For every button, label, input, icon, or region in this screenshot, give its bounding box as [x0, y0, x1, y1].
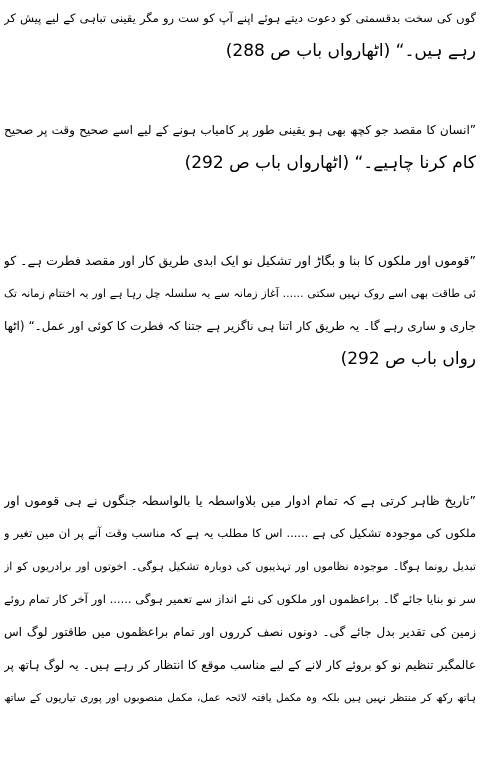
quote-paragraph-2 — [4, 114, 476, 180]
text-line: سر نو بنایا جائے گا۔ براعظموں اور ملکوں کی نئے انداز سے تعمیر ہوگی ...... اور آخر کار تمام روئے — [4, 592, 476, 606]
text-line: جاری و ساری رہے گا۔ یہ طریق کار اتنا ہی ناگزیر ہے جتنا کہ فطرت کا کوئی اور عمل۔“ (اٹھا — [4, 319, 476, 333]
text-line: ”تاریخ ظاہر کرتی ہے کہ تمام ادوار میں بلاواسطہ یا بالواسطہ جنگوں نے ہی قوموں اور — [4, 493, 476, 508]
text-line: ملکوں کی موجودہ تشکیل کی ہے ...... اس کا مطلب یہ ہے کہ مناسب وقت آنے پر ان میں تغیر و — [4, 526, 476, 540]
text-line: عالمگیر تنظیم نو کو بروئے کار لانے کے لیے مناسب موقع کا انتظار کر رہے ہیں۔ یہ لوگ ہاتھ پر — [4, 658, 476, 672]
text-line: تبدیل رونما ہوگا۔ موجودہ نظاموں اور تہذیبوں کی دوبارہ تشکیل ہوگی۔ اخوتوں اور برادریوں کو از — [4, 560, 476, 573]
text-line: کام کرنا چاہیے۔“ (اٹھارواں باب ص 292) — [184, 153, 476, 173]
text-line: رواں باب ص 292) — [340, 349, 476, 369]
quote-paragraph-4 — [4, 484, 476, 715]
quote-paragraph-3 — [4, 244, 476, 376]
text-line: گوں کی سخت بدقسمتی کو دعوت دیتے ہوئے اپنے آپ کو ست رو مگر یقینی تباہی کے لیے پیش کر — [4, 11, 476, 25]
text-line: ”انسان کا مقصد جو کچھ بھی ہو یقینی طور پر کامیاب ہونے کے لیے اسے صحیح وقت پر صحیح — [4, 123, 476, 137]
text-line: رہے ہیں۔“ (اٹھارواں باب ص 288) — [225, 41, 476, 61]
text-line: زمین کی تقدیر بدل جائے گی۔ دونوں نصف کرروں اور تمام براعظموں میں طاقتور لوگ اس — [4, 625, 476, 639]
text-line: ئی طاقت بھی اسے روک نہیں سکتی ...... آغاز زمانہ سے یہ سلسلہ چل رہا ہے اور یہ اختتام زمانہ تک — [4, 287, 476, 300]
text-line: ہاتھ رکھ کر منتظر نہیں ہیں بلکہ وہ مکمل یافتہ لائحہ عمل، مکمل منصوبوں اور پوری تیاریوں کے ساتھ — [4, 692, 476, 704]
text-line: ”قوموں اور ملکوں کا بنا و بگاڑ اور تشکیل نو ایک ابدی طریق کار اور مقصد فطرت ہے۔ کو — [4, 253, 476, 268]
quote-paragraph-1 — [4, 2, 476, 68]
